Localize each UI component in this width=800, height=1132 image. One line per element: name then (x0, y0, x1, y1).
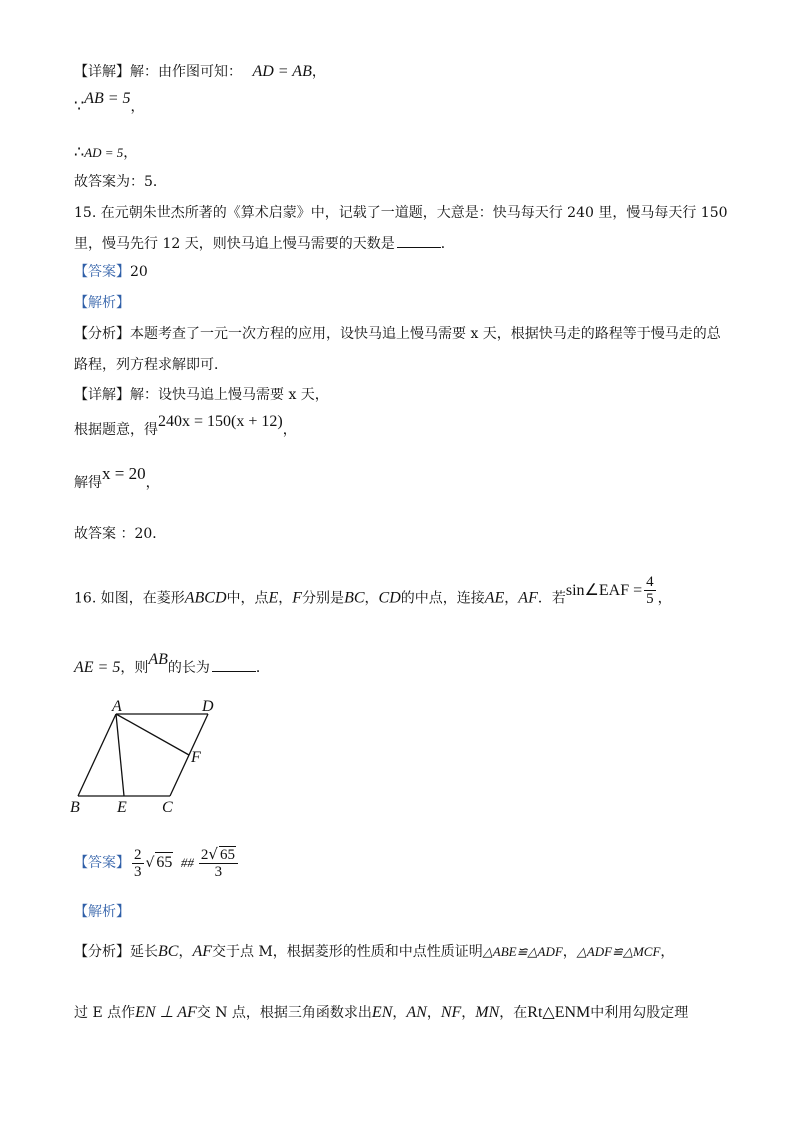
fenxi-heading: 【分析】 (74, 326, 130, 342)
math-af: AF (518, 589, 538, 607)
final-answer-15: 故答案 ：20． (74, 526, 167, 542)
detail-text: 解：设快马追上慢马需要 x 天， (130, 387, 329, 403)
equation-line (74, 413, 297, 440)
fraction-denominator: 3 (134, 863, 142, 880)
punct: ， (364, 590, 379, 607)
rhombus-figure (62, 692, 232, 822)
question-16-line-2 (74, 651, 270, 678)
fenxi-15-line-1 (74, 324, 721, 344)
answer-label: 【答案】 (74, 264, 130, 280)
coefficient: 2 (200, 847, 209, 863)
fenxi-text: 交 N 点，根据三角函数求出 (196, 1005, 372, 1021)
math-bc: BC (158, 943, 179, 960)
math-ae: AE (484, 589, 505, 607)
math-rt-triangle: Rt△ENM (527, 1004, 591, 1021)
question-15-line-1: 15. 在元朝朱世杰所著的《算术启蒙》中，记载了一道题，大意是：快马每天行 240 里，慢马每天行 150 (74, 205, 728, 221)
punct: ， (178, 944, 193, 960)
punct: ， (130, 99, 145, 115)
fenxi-15-line-2: 路程，列方程求解即可． (74, 357, 228, 373)
line-therefore (74, 142, 137, 163)
q16-text: 的中点，连接 (400, 590, 485, 607)
sqrt-radicand: 65 (219, 847, 235, 863)
answer-blank (212, 659, 256, 672)
math-e: E (268, 589, 279, 607)
q16-text: ．若 (537, 590, 566, 607)
because-symbol: ∵ (74, 96, 85, 115)
punct: ， (461, 1005, 476, 1021)
label-e: E (117, 799, 127, 816)
line-because (74, 90, 145, 117)
fraction-denominator: 5 (646, 591, 654, 607)
fenxi-text: 过 E 点作 (74, 1005, 136, 1021)
fraction-denominator: 3 (214, 864, 223, 880)
punct: ， (311, 64, 326, 80)
punct: ． (440, 236, 455, 252)
math-en: EN (371, 1004, 393, 1021)
math-f: F (292, 589, 303, 607)
detail-heading: 【详解】 (74, 387, 130, 403)
edge-ab (78, 714, 116, 796)
math-abcd: ABCD (184, 589, 227, 607)
math-af: AF (192, 943, 212, 960)
analysis-label-15: 【解析】 (74, 295, 130, 311)
detail-heading: 【详解】 (74, 64, 130, 80)
math-bc: BC (344, 589, 365, 607)
q16-text: ，则 (120, 660, 149, 676)
math-ad-eq-5: AD = 5 (84, 145, 124, 160)
answer-value: 20 (130, 264, 148, 280)
math-ae-eq-5: AE = 5 (74, 659, 121, 676)
punct: ， (282, 422, 297, 438)
punct: ， (660, 944, 675, 960)
fraction-numerator: 4 (646, 574, 654, 590)
q16-text: 中，点 (226, 590, 269, 607)
math-mn: MN (475, 1004, 500, 1021)
segment-ae (116, 714, 124, 796)
math-perpendicular: EN ⊥ AF (135, 1004, 197, 1021)
question-15-line-2 (74, 234, 455, 254)
punct: ， (562, 944, 577, 960)
label-a: A (112, 698, 122, 715)
question-16-line-1 (74, 574, 672, 615)
math-cd: CD (378, 589, 401, 607)
fraction-2sqrt65-3 (199, 846, 238, 880)
equation-intro: 根据题意，得 (74, 422, 158, 438)
math-ad-eq-ab: AD = AB (252, 63, 312, 80)
sqrt-sign: √ (145, 855, 155, 871)
fenxi-text: 中利用勾股定理 (590, 1005, 689, 1021)
fraction-4-5 (644, 574, 656, 607)
congruence-1: △ABE≌△ADF (482, 944, 563, 959)
answer-16 (74, 846, 240, 880)
fraction-numerator: 2 (134, 846, 142, 863)
label-f: F (191, 749, 201, 766)
punct: ， (123, 145, 138, 161)
fenxi-heading: 【分析】 (74, 944, 130, 960)
question-15-text: 里，慢马先行 12 天，则快马追上慢马需要的天数是 (74, 236, 395, 252)
math-ab-eq-5: AB = 5 (84, 90, 131, 107)
label-d: D (202, 698, 214, 715)
math-sin: sin∠EAF = (565, 581, 643, 599)
segment-af (116, 714, 189, 755)
punct: ， (657, 590, 672, 607)
equation-math: 240x = 150(x + 12) (158, 413, 283, 430)
answer-label: 【答案】 (74, 855, 130, 871)
fenxi-text: 交于点 M，根据菱形的性质和中点性质证明 (212, 944, 483, 960)
label-b: B (70, 799, 80, 816)
punct: ， (145, 475, 160, 491)
solution-line (74, 464, 160, 493)
answer-line-14: 故答案为：5． (74, 174, 167, 190)
fenxi-16-line-2 (74, 1003, 688, 1023)
detail-text: 解：由作图可知： (130, 64, 242, 80)
xiangjie-15 (74, 385, 329, 405)
math-nf: NF (440, 1004, 462, 1021)
punct: ， (504, 590, 519, 607)
congruence-2: △ADF≌△MCF (576, 944, 661, 959)
q16-text: 的长为 (167, 660, 210, 676)
fenxi-text: ，在 (499, 1005, 528, 1021)
fenxi-16-line-1 (74, 942, 674, 962)
fenxi-text: 本题考查了一元一次方程的应用，设快马追上慢马需要 x 天，根据快马走的路程等于慢马走的总 (130, 326, 721, 342)
math-ab: AB (148, 651, 168, 668)
line-detail-1 (74, 62, 326, 82)
sqrt-radicand: 65 (156, 854, 173, 871)
label-c: C (162, 799, 173, 816)
answer-blank (397, 235, 441, 248)
punct: ， (392, 1005, 407, 1021)
answer-15 (74, 262, 148, 282)
punct: ， (426, 1005, 441, 1021)
q16-text: 16. 如图，在菱形 (74, 590, 185, 607)
punct: ． (255, 660, 270, 676)
analysis-label-16: 【解析】 (74, 904, 130, 920)
fraction-numerator (199, 846, 238, 864)
math-an: AN (406, 1004, 427, 1021)
separator: ## (180, 855, 194, 870)
fenxi-text: 延长 (130, 944, 158, 960)
solution-math: x = 20 (102, 464, 146, 483)
q16-text: 分别是 (302, 590, 345, 607)
therefore-symbol: ∴ (74, 142, 85, 161)
solution-intro: 解得 (74, 475, 102, 491)
punct: ， (278, 590, 293, 607)
sqrt-sign: √ (208, 845, 218, 863)
fraction-2-3 (132, 847, 144, 880)
